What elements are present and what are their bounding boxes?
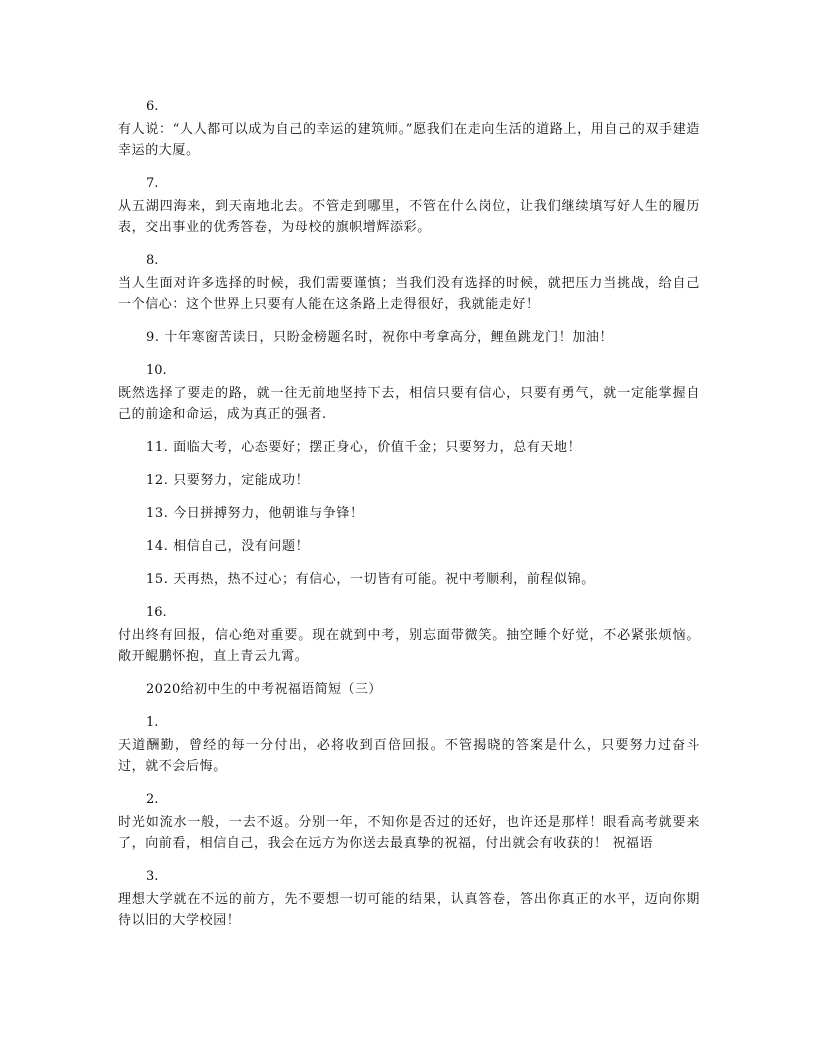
item-number: 16. xyxy=(146,605,167,620)
list-item xyxy=(118,173,700,238)
list-item xyxy=(118,602,700,667)
list-item xyxy=(118,789,700,854)
item-text: 15. 天再热，热不过心；有信心，一切皆有可能。祝中考顺利，前程似锦。 xyxy=(146,572,595,587)
list-item xyxy=(118,536,700,557)
list-item xyxy=(118,250,700,315)
list-item xyxy=(118,96,700,161)
list-item xyxy=(118,503,700,524)
item-text: 时光如流水一般，一去不返。分别一年，不知你是否过的还好，也许还是那样！眼看高考就要来了，向前看，相信自己，我会在远方为你送去最真挚的祝福，付出就会有收获的！ 祝福语 xyxy=(118,815,700,851)
item-text: 11. 面临大考，心态要好；摆正身心，价值千金；只要努力，总有天地！ xyxy=(146,440,582,455)
item-text: 从五湖四海来，到天南地北去。不管走到哪里，不管在什么岗位，让我们继续填写好人生的履历表，交出事业的优秀答卷，为母校的旗帜增辉添彩。 xyxy=(118,199,700,235)
item-text: 有人说：“人人都可以成为自己的幸运的建筑师。”愿我们在走向生活的道路上，用自己的双手建造幸运的大厦。 xyxy=(118,122,700,158)
list-item xyxy=(118,470,700,491)
item-number: 10. xyxy=(146,363,167,378)
item-text: 既然选择了要走的路，就一往无前地坚持下去，相信只要有信心，只要有勇气，就一定能掌握自己的前途和命运，成为真正的强者. xyxy=(118,386,700,422)
list-item xyxy=(118,866,700,931)
item-text: 理想大学就在不远的前方，先不要想一切可能的结果，认真答卷，答出你真正的水平，迈向你期待以旧的大学校园！ xyxy=(118,892,700,928)
document-body xyxy=(118,96,700,943)
item-text: 当人生面对许多选择的时候，我们需要谨慎；当我们没有选择的时候，就把压力当挑战，给自己一个信心：这个世界上只要有人能在这条路上走得很好，我就能走好！ xyxy=(118,276,700,312)
item-number: 1. xyxy=(146,715,159,730)
list-item xyxy=(118,569,700,590)
item-text: 13. 今日拼搏努力，他朝谁与争锋！ xyxy=(146,506,364,521)
list-item xyxy=(118,327,700,348)
list-item xyxy=(118,437,700,458)
item-number: 6. xyxy=(146,99,159,114)
section-heading: 2020给初中生的中考祝福语简短（三） xyxy=(146,682,382,697)
item-number: 7. xyxy=(146,176,159,191)
item-text: 9. 十年寒窗苦读日，只盼金榜题名时，祝你中考拿高分，鲤鱼跳龙门！加油！ xyxy=(146,330,614,345)
item-text: 14. 相信自己，没有问题！ xyxy=(146,539,310,554)
section-heading-block xyxy=(118,679,700,700)
list-item xyxy=(118,712,700,777)
item-number: 3. xyxy=(146,869,159,884)
item-number: 2. xyxy=(146,792,159,807)
item-text: 天道酬勤，曾经的每一分付出，必将收到百倍回报。不管揭晓的答案是什么，只要努力过奋斗过，就不会后悔。 xyxy=(118,738,700,774)
list-item xyxy=(118,360,700,425)
item-number: 8. xyxy=(146,253,159,268)
item-text: 12. 只要努力，定能成功！ xyxy=(146,473,310,488)
item-text: 付出终有回报，信心绝对重要。现在就到中考，别忘面带微笑。抽空睡个好觉，不必紧张烦恼。敞开鲲鹏怀抱，直上青云九霄。 xyxy=(118,628,700,664)
